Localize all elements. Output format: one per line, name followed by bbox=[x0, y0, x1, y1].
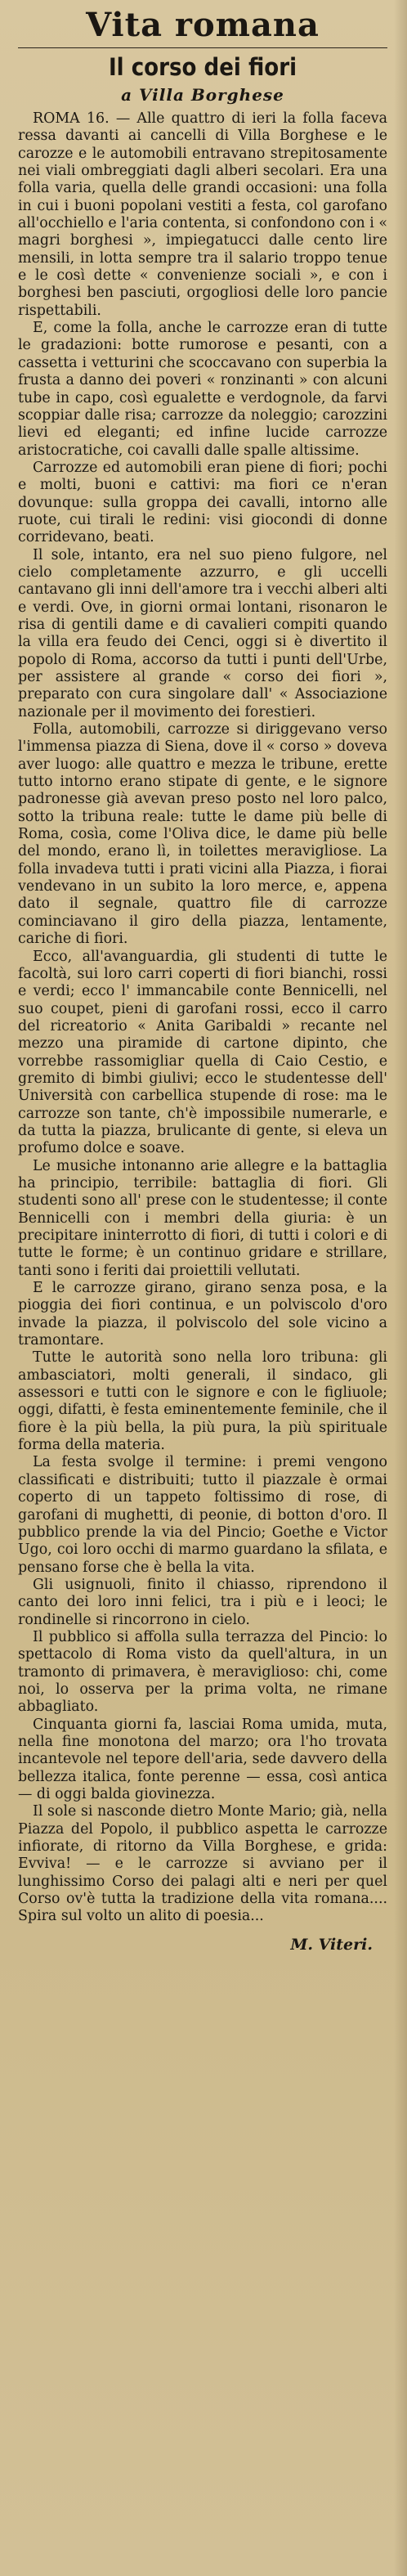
article-paragraph: Il sole si nasconde dietro Monte Mario; già, nella Piazza del Popolo, il pubblico aspetta le carrozze infiorate, di ritorno da Villa Borghese, e grida: Evviva! — e le carrozze si avviano per il lunghissimo Corso dei palagi alti e neri per quel Corso ov'è tutta la tradizione della vita romana.... Spira sul volto un alito di poesia... bbox=[18, 1803, 387, 1925]
article-paragraph: Cinquanta giorni fa, lasciai Roma umida, muta, nella fine monotona del marzo; ora l'ho trovata incantevole nel tepore dell'aria, sede davvero della bellezza italica, fonte perenne — essa, così antica — di oggi balda giovinezza. bbox=[18, 1716, 387, 1802]
article-paragraph: Tutte le autorità sono nella loro tribuna: gli ambasciatori, molti generali, il sindaco, gli assessori e tutti con le signore e con le figliuole; oggi, difatti, è festa eminentemente feminile, che il fiore è la più bella, la più pura, la più spirituale forma della materia. bbox=[18, 1349, 387, 1454]
article-paragraph: Folla, automobili, carrozze si diriggevano verso l'immensa piazza di Siena, dove il « corso » doveva aver luogo: alle quattro e mezza le tribune, erette tutto intorno erano stipate di gente, e le signore padronesse già avevan preso posto nel loro palco, sotto la tribuna reale: tutte le dame più belle di Roma, cosìa, come l'Oliva dice, le dame più belle del mondo, erano lì, in toilettes meravigliose. La folla invadeva tutti i prati vicini alla Piazza, i fiorai vendevano in un subito la loro merce, e, appena dato il segnale, quattro file di carrozze cominciavano il giro della piazza, lentamente, cariche di fiori. bbox=[18, 721, 387, 948]
article-body bbox=[18, 110, 387, 1926]
article-paragraph: E le carrozze girano, girano senza posa, e la pioggia dei fiori continua, e un polviscolo d'oro invade la piazza, il polviscolo del sole vicino a tramontare. bbox=[18, 1280, 387, 1349]
article-subhead: a Villa Borghese bbox=[121, 85, 284, 105]
article-paragraph: La festa svolge il termine: i premi vengono classificati e distribuiti; tutto il piazzale è ormai coperto di un tappeto foltissimo di rose, di garofani di mughetti, di peonie, di botton d'oro. Il pubblico prende la via del Pincio; Goethe e Victor Ugo, coi loro occhi di marmo guardano la sfilata, e pensano forse che è bella la vita. bbox=[18, 1454, 387, 1576]
author-signature: M. Viteri. bbox=[290, 1935, 373, 1954]
article-paragraph: Carrozze ed automobili eran piene di fiori; pochi e molti, buoni e cattivi: ma fiori ce n'eran dovunque: sulla groppa dei cavalli, intorno alle ruote, cui tirali le redini: visi giocondi di donne corridevano, beati. bbox=[18, 459, 387, 546]
article-paragraph: Il sole, intanto, era nel suo pieno fulgore, nel cielo completamente azzurro, e gli uccelli cantavano gli inni dell'amore tra i vecchi alberi alti e verdi. Ove, in giorni ormai lontani, risonaron le risa di gentili dame e di cavalieri compiti quando la villa era feudo dei Cenci, oggi si è divertito il popolo di Roma, accorso da tutti i punti dell'Urbe, per assistere al grande « corso dei fiori », preparato con cura singolare dall' « Associazione nazionale per il movimento dei forestieri. bbox=[18, 546, 387, 720]
article-headline: Il corso dei fiori bbox=[108, 53, 297, 81]
article-paragraph: Gli usignuoli, finito il chiasso, riprendono il canto dei loro inni felici, tra i più e i leoci; le rondinelle si rincorrono in cielo. bbox=[18, 1576, 387, 1628]
article-paragraph: ROMA 16. — Alle quattro di ieri la folla faceva ressa davanti ai cancelli di Villa Borghese e le carozze e le automobili entravano strepitosamente nei viali ombreggiati dagli alberi secolari. Era una folla varia, quella delle grandi occasioni: una folla in cui i buoni popolani vestiti a festa, col garofano all'occhiello e l'aria contenta, si confondono con i « magri borghesi », impiegatucci dalle cento lire mensili, in lotta sempre tra il salario troppo tenue e le così dette « convenienze sociali », e con i borghesi ben pasciuti, orgogliosi delle loro pancie rispettabili. bbox=[18, 110, 388, 319]
section-kicker: Vita romana bbox=[86, 6, 320, 44]
article-paragraph: Le musiche intonanno arie allegre e la battaglia ha principio, terribile: battaglia di fiori. Gli studenti sono all' prese con le studentesse; il conte Bennicelli con i membri della giuria: è un precipitare ininterrotto di fiori, di tutti i colori e di tutte le forme; è un continuo gridare e strillare, tanti sono i feriti dai proiettili vellutati. bbox=[18, 1157, 387, 1279]
divider-rule bbox=[18, 47, 387, 48]
article-paragraph: Ecco, all'avanguardia, gli studenti di tutte le facoltà, sui loro carri coperti di fiori bianchi, rossi e verdi; ecco l' immancabile conte Bennicelli, nel suo coupet, pieni di garofani rossi, ecco il carro del ricreatorio « Anita Garibaldi » recante nel mezzo una piramide di cartone dipinto, che vorrebbe rassomigliar quella di Caio Cestio, e gremito di bimbi giulivi; ecco le studentesse dell' Università con carbellica stupende di rose: ma le carrozze son tante, ch'è impossibile numerarle, e da tutta la piazza, brulicante di gente, si eleva un profumo dolce e soave. bbox=[18, 948, 387, 1157]
article-paragraph: Il pubblico si affolla sulla terrazza del Pincio: lo spettacolo di Roma visto da quell'altura, in un tramonto di primavera, è meraviglioso: chi, come noi, lo osserva per la prima volta, ne rimane abbagliato. bbox=[18, 1628, 387, 1716]
article-paragraph: E, come la folla, anche le carrozze eran di tutte le gradazioni: botte rumorose e pesanti, con a cassetta i vetturini che scoccavano con superbia la frusta a danno dei poveri « ronzinanti » con alcuni tube in capo, così egualette e verdognole, da farvi scoppiar dalle risa; carrozze da noleggio; carozzini lievi ed eleganti; ed infine lucide carrozze aristocratiche, coi cavalli dalle spalle altissime. bbox=[18, 320, 387, 459]
